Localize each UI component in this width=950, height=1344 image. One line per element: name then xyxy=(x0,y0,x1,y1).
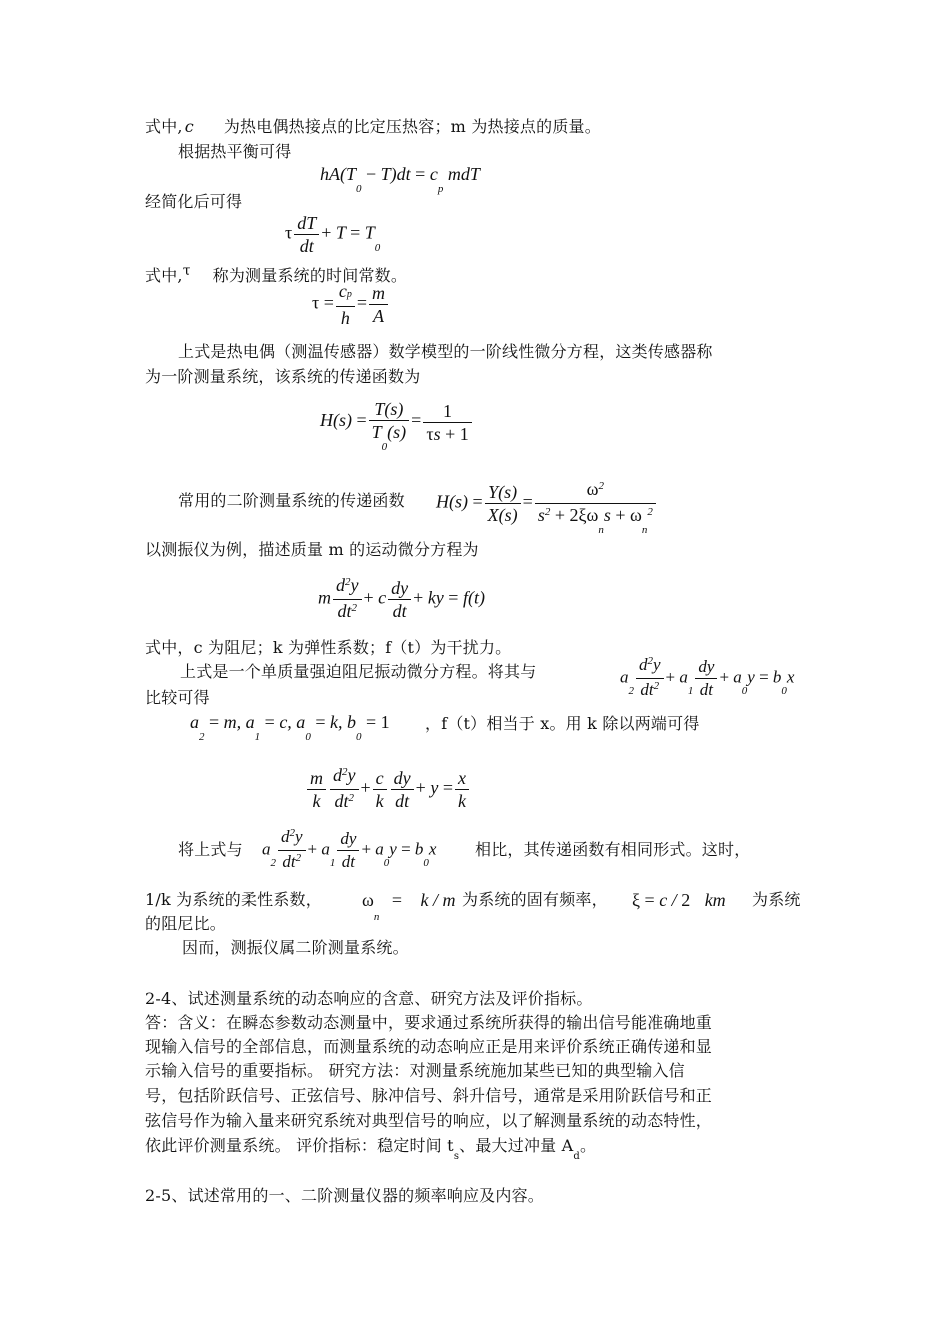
answer-line-1: 答：含义：在瞬态参数动态测量中，要求通过系统所获得的输出信号能准确地重 xyxy=(145,1013,713,1032)
text: 。 xyxy=(580,1136,597,1155)
text-line-7: 常用的二阶测量系统的传递函数 xyxy=(178,491,405,510)
equation-first-order: τ $\frac{dT}{dt}$ + $T = T_0$ xyxy=(285,213,381,256)
text-line-16: 因而，测振仪属二阶测量系统。 xyxy=(182,938,409,957)
answer-line-5: 弦信号作为输入量来研究系统对典型信号的响应，以了解测量系统的动态特性， xyxy=(145,1111,713,1130)
text-line-13b: 相比，其传递函数有相同形式。这时， xyxy=(475,840,751,859)
equation-damping-ratio: ξ = c / 2 km xyxy=(632,890,726,910)
answer-line-6 xyxy=(145,1136,597,1162)
text-line-10: 上式是一个单质量强迫阻尼振动微分方程。将其与 xyxy=(180,662,537,681)
text: 称为测量系统的时间常数。 xyxy=(212,266,408,285)
text: 依此评价测量系统。 评价指标：稳定时间 t xyxy=(145,1136,454,1155)
text-line-13a: 将上式与 xyxy=(178,840,243,859)
text-line-14a: 1/k 为系统的柔性系数， xyxy=(145,890,322,909)
text-line-1 xyxy=(145,117,601,137)
text-line-5: 上式是热电偶（测温传感器）数学模型的一阶线性微分方程，这类传感器称 xyxy=(178,342,713,361)
text: 为热电偶热接点的比定压热容；m 为热接点的质量。 xyxy=(223,117,601,136)
text-line-2: 根据热平衡可得 xyxy=(178,142,292,161)
text-line-3: 经简化后可得 xyxy=(145,192,243,211)
equation-natural-frequency: $\omega_n = k / m$ xyxy=(362,890,456,923)
symbol-c: c xyxy=(184,117,194,136)
equation-general-second-order: $a_2$ $\frac{d^2y}{dt^2}$ + $a_1$ $\frac{dy}{dt}$ + $a_0y = b_0x$ xyxy=(620,655,795,699)
text-line-14c: 为系统 xyxy=(752,890,801,909)
answer-line-3: 示输入信号的重要指标。 研究方法：对测量系统施加某些已知的典型输入信 xyxy=(145,1061,685,1080)
symbol-tau: τ xyxy=(182,263,191,279)
question-2-4: 2-4、试述测量系统的动态响应的含意、研究方法及评价指标。 xyxy=(145,989,593,1008)
question-2-5: 2-5、试述常用的一、二阶测量仪器的频率响应及内容。 xyxy=(145,1186,544,1205)
equation-general-second-order-2: $a_2$ $\frac{d^2y}{dt^2}$ + $a_1$ $\frac{dy}{dt}$ + $a_0y = b_0x$ xyxy=(262,827,437,871)
text: 式中, xyxy=(145,117,183,136)
text-line-15: 的阻尼比。 xyxy=(145,914,227,933)
equation-transfer-first-order: H(s) = $\frac{T(s)}{T_0(s)}$ = $\frac{1}{\tau s + 1}$ xyxy=(320,398,474,446)
answer-line-2: 现输入信号的全部信息，而测量系统的动态响应正是用来评价系统正确传递和显 xyxy=(145,1037,713,1056)
equation-coefficients: $a_2 = m$, $a_1 = c$, $a_0 = k$, $b_0 = 1$ xyxy=(190,712,390,743)
equation-motion: m $\frac{d^2y}{dt^2}$ + c $\frac{dy}{dt}$ + ky = f(t) xyxy=(318,575,485,621)
subscript-d: d xyxy=(573,1151,581,1162)
text-line-12: ，f（t）相当于 x。用 k 除以两端可得 xyxy=(425,714,700,733)
answer-line-4: 号，包括阶跃信号、正弦信号、脉冲信号、斜升信号，通常是采用阶跃信号和正 xyxy=(145,1086,713,1105)
equation-time-constant: τ = $\frac{cp}{h}$ = $\frac{m}{A}$ xyxy=(312,280,390,329)
equation-normalized: $\frac{m}{k}$ $\frac{d^2y}{dt^2}$ + $\frac{c}{k}$ $\frac{dy}{dt}$ + y = $\frac{x}{k}$ xyxy=(305,764,471,815)
text-line-14b: 为系统的固有频率， xyxy=(462,890,608,909)
text-line-11: 比较可得 xyxy=(145,688,210,707)
text-line-6: 为一阶测量系统，该系统的传递函数为 xyxy=(145,367,421,386)
text-line-9: 式中，c 为阻尼；k 为弹性系数；f（t）为干扰力。 xyxy=(145,638,512,657)
equation-heat-balance: $hA(T_0 - T)dt = c_p$ mdT xyxy=(320,164,480,195)
equation-transfer-second-order: H(s) = $\frac{Y(s)}{X(s)}$ = $\frac{\omega^2}{s^2 + 2\xi\omega_ns + \omega_n^2}$ xyxy=(436,478,658,529)
text-line-8: 以测振仪为例，描述质量 m 的运动微分方程为 xyxy=(145,540,479,559)
subscript-s: s xyxy=(453,1151,460,1162)
text: 式中, xyxy=(145,266,183,285)
text: 、最大过冲量 A xyxy=(459,1136,574,1155)
